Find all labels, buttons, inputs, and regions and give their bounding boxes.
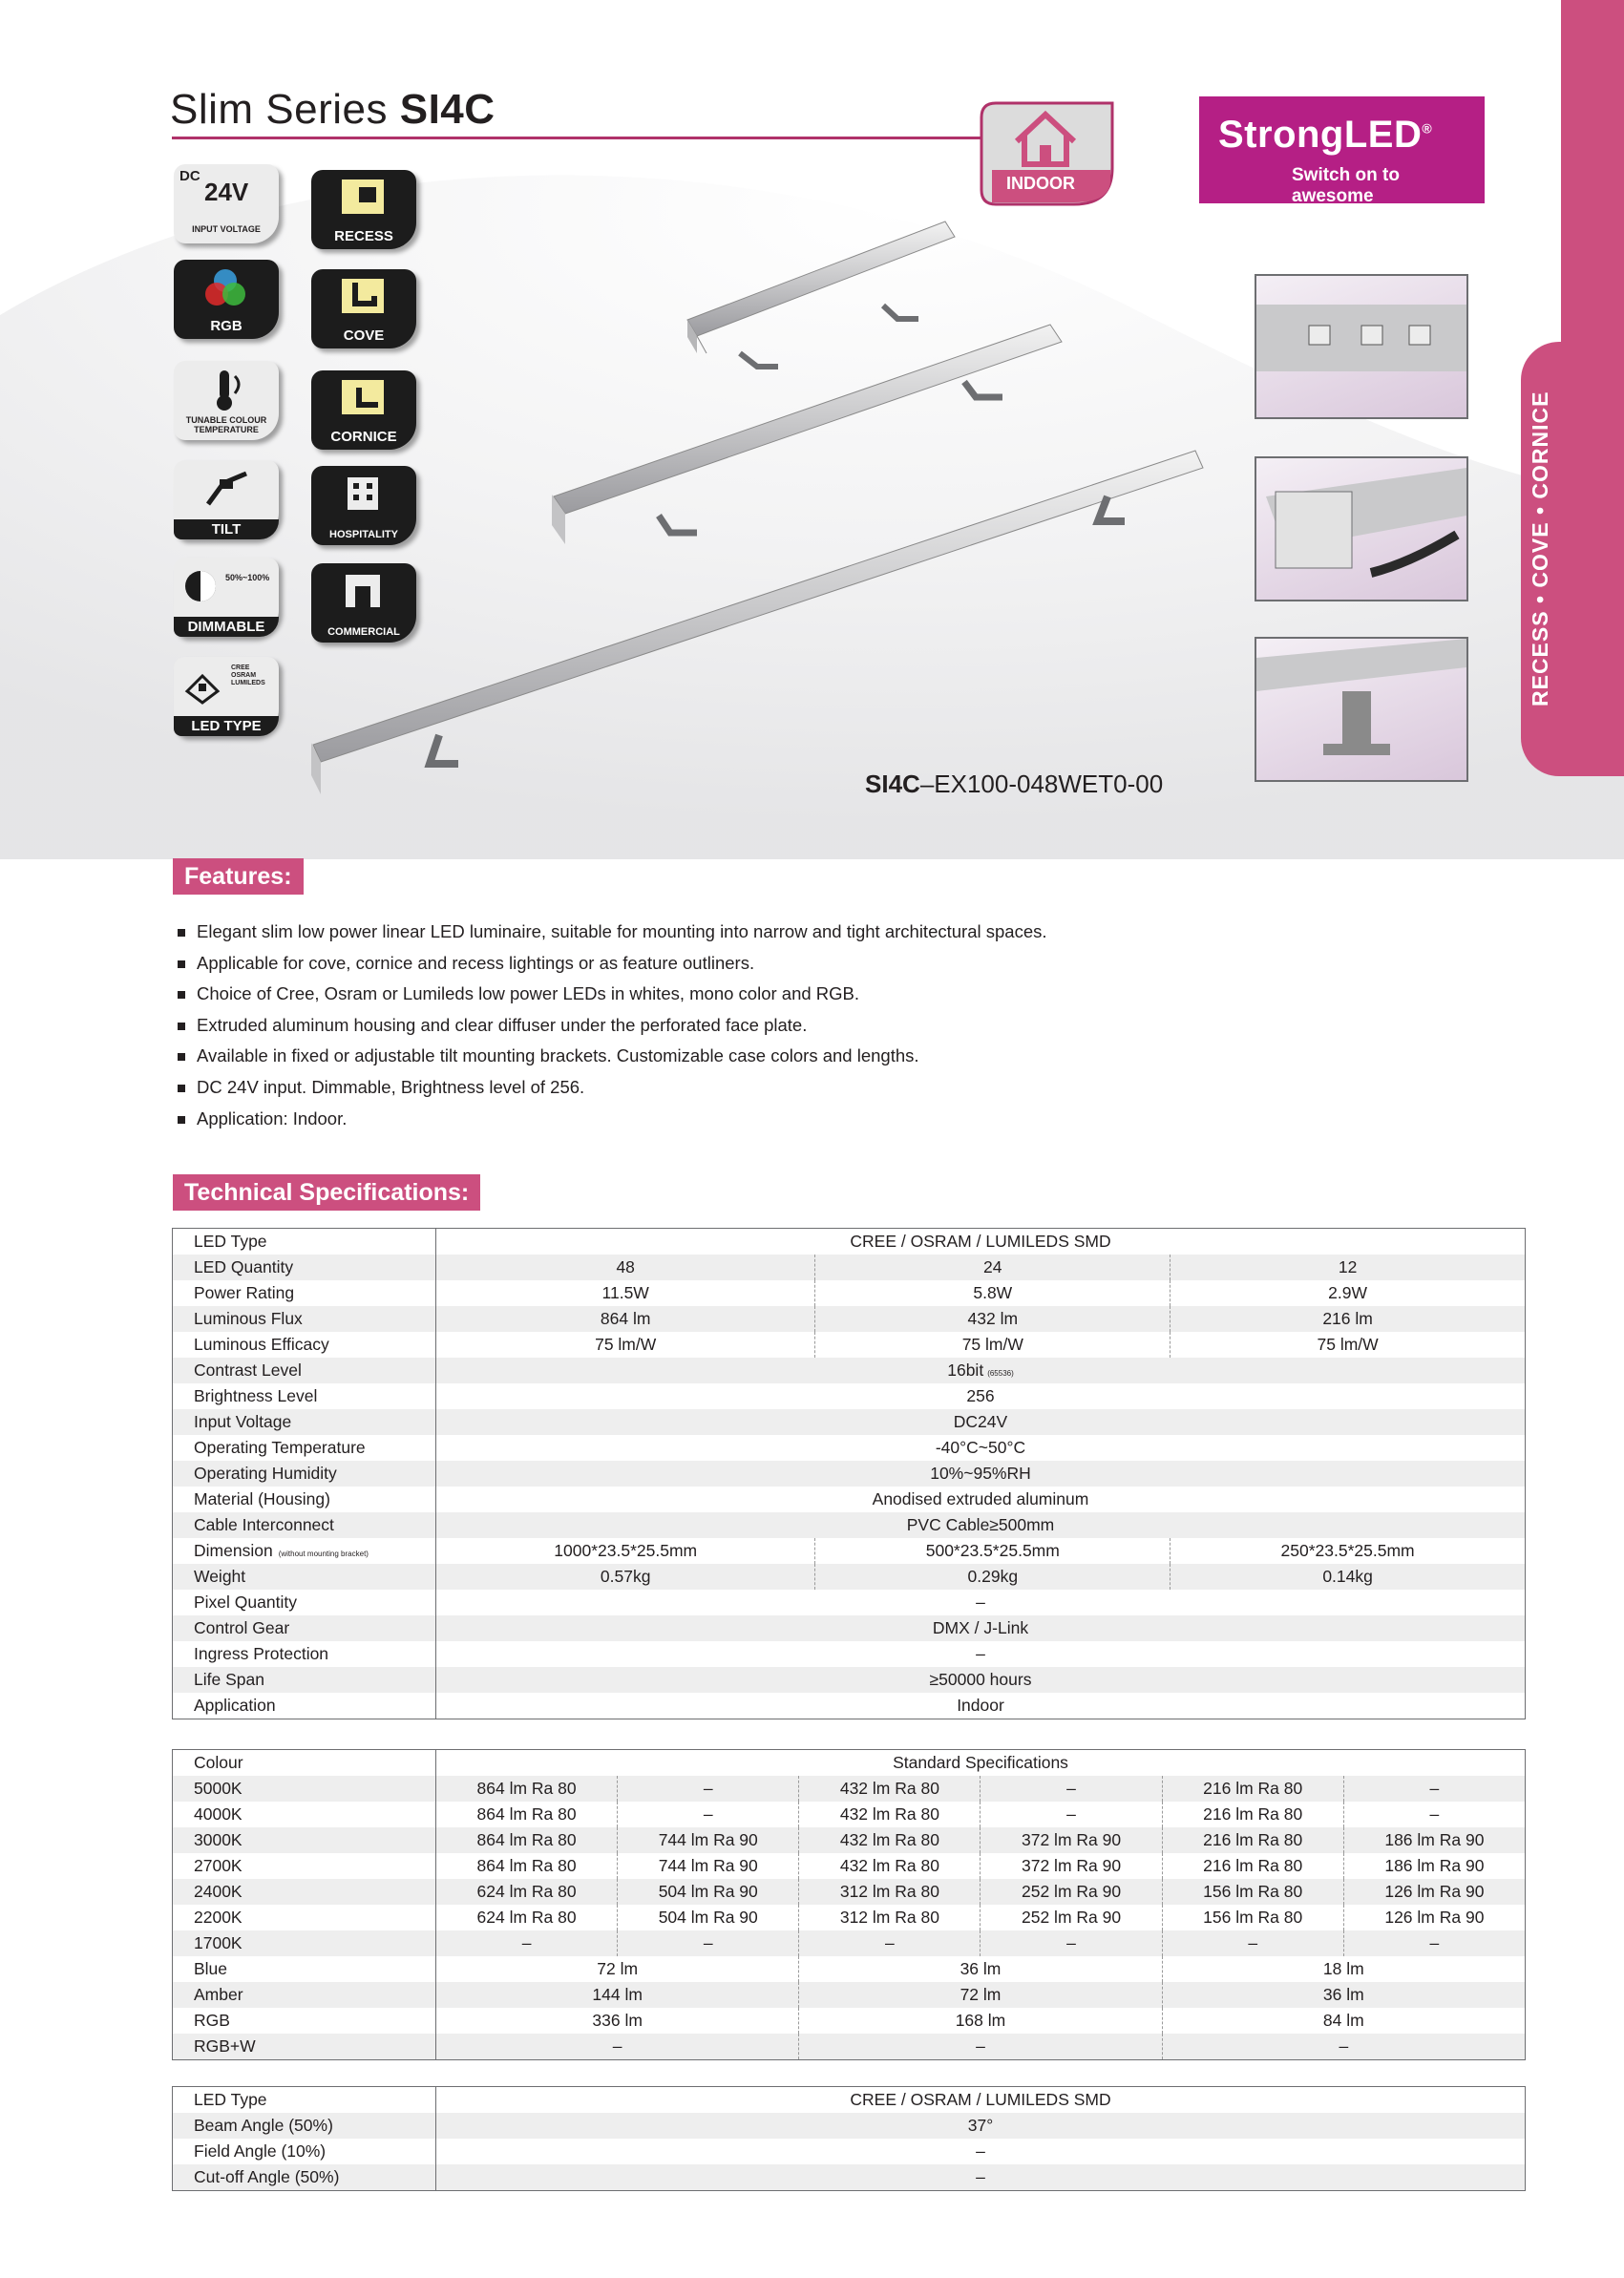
spec-value: 864 lm Ra 80 [436, 1776, 618, 1802]
spec-value: – [981, 1802, 1162, 1827]
spec-value: 0.29kg [815, 1564, 1171, 1590]
spec-label: LED Quantity [173, 1255, 436, 1280]
spec-table-general [172, 1228, 1526, 1719]
strongled-logo [1199, 96, 1485, 206]
spec-value: ≥50000 hours [436, 1667, 1526, 1693]
icon-tile-hospitality: HOSPITALITY [311, 466, 416, 545]
spec-value: – [799, 2034, 1162, 2060]
spec-value: – [976, 1592, 985, 1612]
icon-tile-dc24v: DC 24V INPUT VOLTAGE [174, 164, 279, 243]
spec-row [173, 1435, 1526, 1461]
spec-value: 36 lm [1162, 1982, 1525, 2008]
spec-value: 75 lm/W [815, 1332, 1171, 1358]
spec-label: 2400K [173, 1879, 436, 1905]
thumb-face-plate [1255, 274, 1468, 419]
model-code: SI4C–EX100-048WET0-00 [865, 770, 1164, 798]
icon-tile-tilt: TILT [174, 460, 279, 539]
spec-row [173, 1615, 1526, 1641]
spec-row [173, 1306, 1526, 1332]
spec-value: 5.8W [815, 1280, 1171, 1306]
spec-label: 2700K [173, 1853, 436, 1879]
spec-value: – [799, 1930, 981, 1956]
bar-medium [552, 325, 1062, 544]
icon-tile-dimmable: 50%~100% DIMMABLE [174, 558, 279, 637]
spec-value: 864 lm Ra 80 [476, 1856, 577, 1875]
led-chip-icon [183, 663, 237, 707]
spec-value: 864 lm [436, 1306, 815, 1332]
spec-row [173, 1255, 1526, 1280]
spec-label: LED Type [173, 2087, 436, 2114]
spec-value: 11.5W [601, 1283, 649, 1302]
tilt-icon [200, 466, 254, 510]
spec-row [173, 1693, 1526, 1719]
spec-value: 216 lm [1171, 1306, 1526, 1332]
spec-value: – [1343, 1930, 1525, 1956]
spec-row [173, 1332, 1526, 1358]
spec-row [173, 2008, 1526, 2034]
spec-row [173, 1667, 1526, 1693]
spec-value: 432 lm Ra 80 [799, 1853, 981, 1879]
spec-value: 744 lm Ra 90 [618, 1827, 799, 1853]
spec-row [173, 1827, 1526, 1853]
spec-label: Blue [173, 1956, 436, 1982]
spec-row [173, 1641, 1526, 1667]
spec-row [173, 1590, 1526, 1615]
spec-label: Brightness Level [173, 1383, 436, 1409]
spec-value: – [436, 2164, 1526, 2191]
spec-label: Ingress Protection [173, 1641, 436, 1667]
product-illustration [306, 210, 1213, 802]
spec-value: – [1343, 1802, 1525, 1827]
spec-row [173, 1564, 1526, 1590]
spec-value: 432 lm [815, 1306, 1171, 1332]
logo-tagline: Switch on to awesome [1292, 165, 1400, 206]
spec-value: 252 lm Ra 90 [981, 1879, 1162, 1905]
spec-value: 72 lm [597, 1959, 639, 1978]
spec-value: 36 lm [799, 1956, 1162, 1982]
spec-label: Application [173, 1693, 436, 1719]
spec-label: Input Voltage [173, 1409, 436, 1435]
spec-row [173, 2164, 1526, 2191]
spec-value: – [436, 1930, 618, 1956]
spec-label: Amber [173, 1982, 436, 2008]
spec-value: 186 lm Ra 90 [1343, 1853, 1525, 1879]
spec-label: 5000K [173, 1776, 436, 1802]
spec-value: PVC Cable≥500mm [436, 1512, 1526, 1538]
icon-tile-rgb: RGB [174, 260, 279, 339]
spec-label: 2200K [173, 1905, 436, 1930]
spec-label: Cut-off Angle (50%) [173, 2164, 436, 2191]
spec-row [173, 1409, 1526, 1435]
spec-value: – [981, 1930, 1162, 1956]
spec-value: 24 [815, 1255, 1171, 1280]
features-heading: Features: [173, 858, 304, 895]
spec-value: 84 lm [1162, 2008, 1525, 2034]
spec-row [173, 1879, 1526, 1905]
icon-tile-recess: RECESS [311, 170, 416, 249]
feature-item: Elegant slim low power linear LED luminaire, suitable for mounting into narrow and tight architectural spaces. [178, 917, 1047, 948]
spec-value: – [1162, 1930, 1343, 1956]
spec-value: 75 lm/W [1171, 1332, 1526, 1358]
spec-value: -40°C~50°C [935, 1438, 1026, 1457]
thumb-end-cap [1255, 456, 1468, 601]
spec-label: Luminous Flux [173, 1306, 436, 1332]
spec-value: – [618, 1802, 799, 1827]
feature-item: Choice of Cree, Osram or Lumileds low power LEDs in whites, mono color and RGB. [178, 979, 1047, 1010]
spec-value: – [1343, 1776, 1525, 1802]
spec-value: – [618, 1776, 799, 1802]
spec-value: 256 [966, 1386, 995, 1405]
spec-value: 156 lm Ra 80 [1162, 1905, 1343, 1930]
spec-value: 126 lm Ra 90 [1343, 1879, 1525, 1905]
spec-row [173, 1487, 1526, 1512]
spec-label: Life Span [173, 1667, 436, 1693]
spec-row [173, 1358, 1526, 1383]
spec-label: RGB [173, 2008, 436, 2034]
spec-value: 0.14kg [1171, 1564, 1526, 1590]
spec-value: 168 lm [799, 2008, 1162, 2034]
spec-label: Operating Temperature [173, 1435, 436, 1461]
spec-row [173, 1229, 1526, 1255]
spec-row [173, 2113, 1526, 2139]
spec-row [173, 1383, 1526, 1409]
spec-value: 216 lm Ra 80 [1162, 1827, 1343, 1853]
spec-value: 312 lm Ra 80 [799, 1879, 981, 1905]
spec-row [173, 2087, 1526, 2114]
dimmer-icon [181, 565, 220, 607]
spec-value: – [1162, 2034, 1525, 2060]
spec-value: 250*23.5*25.5mm [1171, 1538, 1526, 1564]
icon-tile-ledtype: CREE OSRAM LUMILEDS LED TYPE [174, 657, 279, 736]
thermometer-icon [200, 367, 250, 412]
spec-row [173, 1930, 1526, 1956]
spec-value: 624 lm Ra 80 [476, 1908, 577, 1927]
spec-value: 0.57kg [436, 1564, 815, 1590]
spec-value: 216 lm Ra 80 [1162, 1853, 1343, 1879]
spec-value: 432 lm Ra 80 [799, 1802, 981, 1827]
spec-value: 2.9W [1171, 1280, 1526, 1306]
spec-row [173, 1461, 1526, 1487]
icon-tile-cove: COVE [311, 269, 416, 348]
spec-value: 372 lm Ra 90 [981, 1853, 1162, 1879]
spec-value: DMX / J-Link [436, 1615, 1526, 1641]
spec-row [173, 1776, 1526, 1802]
logo-brand: StrongLED® [1218, 114, 1433, 156]
spec-value: 372 lm Ra 90 [981, 1827, 1162, 1853]
spec-value: Indoor [957, 1696, 1004, 1715]
spec-row [173, 1905, 1526, 1930]
title-bold: SI4C [399, 86, 496, 133]
spec-value: DC24V [436, 1409, 1526, 1435]
spec-label: 4000K [173, 1802, 436, 1827]
spec-value: 312 lm Ra 80 [799, 1905, 981, 1930]
spec-value: – [436, 2034, 799, 2060]
icon-tile-tunable: TUNABLE COLOUR TEMPERATURE [174, 361, 279, 440]
icon-tile-commercial: COMMERCIAL [311, 563, 416, 643]
spec-row [173, 1280, 1526, 1306]
indoor-label: INDOOR [1006, 174, 1075, 193]
tech-spec-heading: Technical Specifications: [173, 1174, 480, 1211]
spec-row [173, 1750, 1526, 1777]
spec-row [173, 1956, 1526, 1982]
spec-value: 10%~95%RH [436, 1461, 1526, 1487]
spec-value: – [976, 1644, 985, 1663]
spec-row [173, 1512, 1526, 1538]
spec-value: Anodised extruded aluminum [872, 1489, 1089, 1508]
spec-value: 18 lm [1162, 1956, 1525, 1982]
spec-row [173, 1853, 1526, 1879]
spec-value: 12 [1171, 1255, 1526, 1280]
spec-value: 75 lm/W [595, 1335, 657, 1354]
feature-item: Applicable for cove, cornice and recess lightings or as feature outliners. [178, 948, 1047, 980]
spec-label: 3000K [173, 1827, 436, 1853]
thumb-bracket [1255, 637, 1468, 782]
spec-value: 1000*23.5*25.5mm [554, 1541, 698, 1560]
spec-value: 504 lm Ra 90 [618, 1879, 799, 1905]
spec-value: CREE / OSRAM / LUMILEDS SMD [850, 1232, 1111, 1251]
spec-value: 252 lm Ra 90 [981, 1905, 1162, 1930]
spec-value: 186 lm Ra 90 [1343, 1827, 1525, 1853]
spec-label: Cable Interconnect [173, 1512, 436, 1538]
spec-label: Field Angle (10%) [173, 2139, 436, 2164]
bar-large [311, 451, 1203, 794]
spec-row [173, 2139, 1526, 2164]
feature-item: Extruded aluminum housing and clear diffuser under the perforated face plate. [178, 1010, 1047, 1042]
spec-value: Standard Specifications [893, 1753, 1068, 1772]
feature-item: DC 24V input. Dimmable, Brightness level of 256. [178, 1072, 1047, 1104]
spec-value: 72 lm [799, 1982, 1162, 2008]
spec-value: 624 lm Ra 80 [436, 1879, 618, 1905]
features-list [178, 917, 1047, 1134]
spec-row [173, 1802, 1526, 1827]
spec-value: 336 lm [592, 2011, 643, 2030]
spec-row [173, 1982, 1526, 2008]
spec-row [173, 1538, 1526, 1564]
spec-value: 504 lm Ra 90 [618, 1905, 799, 1930]
feature-item: Application: Indoor. [178, 1104, 1047, 1135]
spec-label: Operating Humidity [173, 1461, 436, 1487]
spec-label: Material (Housing) [173, 1487, 436, 1512]
icon-tile-cornice: CORNICE [311, 370, 416, 450]
title-rule [172, 137, 998, 139]
feature-item: Available in fixed or adjustable tilt mounting brackets. Customizable case colors and lengths. [178, 1041, 1047, 1072]
spec-label: LED Type [173, 1229, 436, 1255]
spec-row [173, 2034, 1526, 2060]
page-title [170, 86, 496, 134]
spec-value: 37° [436, 2113, 1526, 2139]
spec-value: 216 lm Ra 80 [1162, 1802, 1343, 1827]
side-tab-label: RECESS • COVE • CORNICE [1528, 390, 1552, 707]
bar-small [687, 221, 955, 367]
spec-label: RGB+W [173, 2034, 436, 2060]
spec-table-optics [172, 2086, 1526, 2191]
spec-value: – [618, 1930, 799, 1956]
spec-value: CREE / OSRAM / LUMILEDS SMD [850, 2090, 1111, 2109]
spec-value: 216 lm Ra 80 [1162, 1776, 1343, 1802]
spec-label: Dimension (without mounting bracket) [173, 1538, 436, 1564]
spec-value: 126 lm Ra 90 [1343, 1905, 1525, 1930]
spec-value: 156 lm Ra 80 [1162, 1879, 1343, 1905]
spec-label: Luminous Efficacy [173, 1332, 436, 1358]
spec-label: Contrast Level [173, 1358, 436, 1383]
spec-value: 16bit (65536) [436, 1358, 1526, 1383]
spec-label: Beam Angle (50%) [173, 2113, 436, 2139]
spec-value: 864 lm Ra 80 [436, 1827, 618, 1853]
spec-label: Colour [173, 1750, 436, 1777]
rgb-icon [200, 265, 250, 311]
spec-value: 432 lm Ra 80 [799, 1827, 981, 1853]
spec-label: Power Rating [173, 1280, 436, 1306]
spec-value: 144 lm [436, 1982, 799, 2008]
spec-value: – [976, 2141, 985, 2161]
spec-value: 500*23.5*25.5mm [815, 1538, 1171, 1564]
spec-value: – [981, 1776, 1162, 1802]
spec-value: 744 lm Ra 90 [618, 1853, 799, 1879]
title-light: Slim Series [170, 86, 388, 133]
spec-value: 864 lm Ra 80 [476, 1804, 577, 1824]
spec-value: 432 lm Ra 80 [799, 1776, 981, 1802]
spec-table-colour [172, 1749, 1526, 2060]
spec-label: Control Gear [173, 1615, 436, 1641]
spec-label: Weight [173, 1564, 436, 1590]
spec-value: 48 [436, 1255, 815, 1280]
spec-label: Pixel Quantity [173, 1590, 436, 1615]
spec-label: 1700K [173, 1930, 436, 1956]
